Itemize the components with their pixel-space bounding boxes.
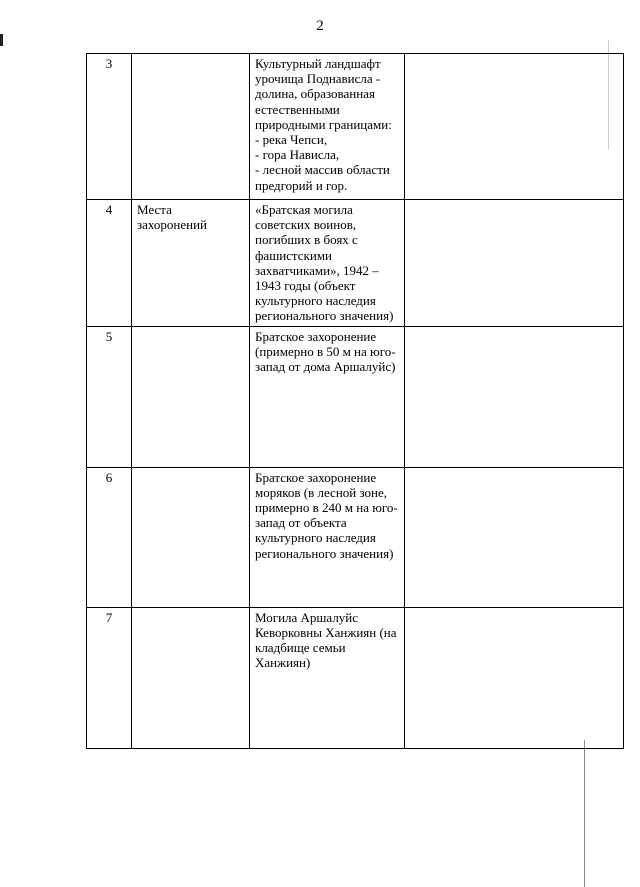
row-category <box>132 54 250 200</box>
row-description: Братское захоронение моряков (в лесной зоне, примерно в 240 м на юго-запад от объекта культурного наследия регионального значения) <box>250 467 405 607</box>
row-number: 5 <box>87 326 132 467</box>
table-row <box>87 54 624 200</box>
row-number: 3 <box>87 54 132 200</box>
row-number: 4 <box>87 200 132 327</box>
row-photo-cell <box>405 200 624 327</box>
row-photo-cell <box>405 54 624 200</box>
row-number: 6 <box>87 467 132 607</box>
table-row <box>87 326 624 467</box>
row-description: «Братская могила советских воинов, погибших в боях с фашистскими захватчиками», 1942 – 1943 годы (объект культурного наследия регионального значения) <box>250 200 405 327</box>
row-category <box>132 326 250 467</box>
row-photo-cell <box>405 326 624 467</box>
row-photo-cell <box>405 607 624 748</box>
row-description: Культурный ландшафт урочища Поднависла - долина, образованная естественными природными границами: - река Чепси, - гора Нависла, - лесной массив области предгорий и гор. <box>250 54 405 200</box>
table-row <box>87 467 624 607</box>
scan-edge-mark <box>0 34 3 46</box>
row-number: 7 <box>87 607 132 748</box>
row-description: Могила Аршалуйс Кеворковны Ханжиян (на кладбище семьи Ханжиян) <box>250 607 405 748</box>
row-category <box>132 607 250 748</box>
page-number: 2 <box>316 18 324 34</box>
scan-artifact-line <box>584 740 585 887</box>
row-photo-cell <box>405 467 624 607</box>
monuments-table <box>86 53 624 749</box>
table-row <box>87 200 624 327</box>
row-category <box>132 467 250 607</box>
row-description: Братское захоронение (примерно в 50 м на юго-запад от дома Аршалуйс) <box>250 326 405 467</box>
table-row <box>87 607 624 748</box>
row-category: Места захоронений <box>132 200 250 327</box>
